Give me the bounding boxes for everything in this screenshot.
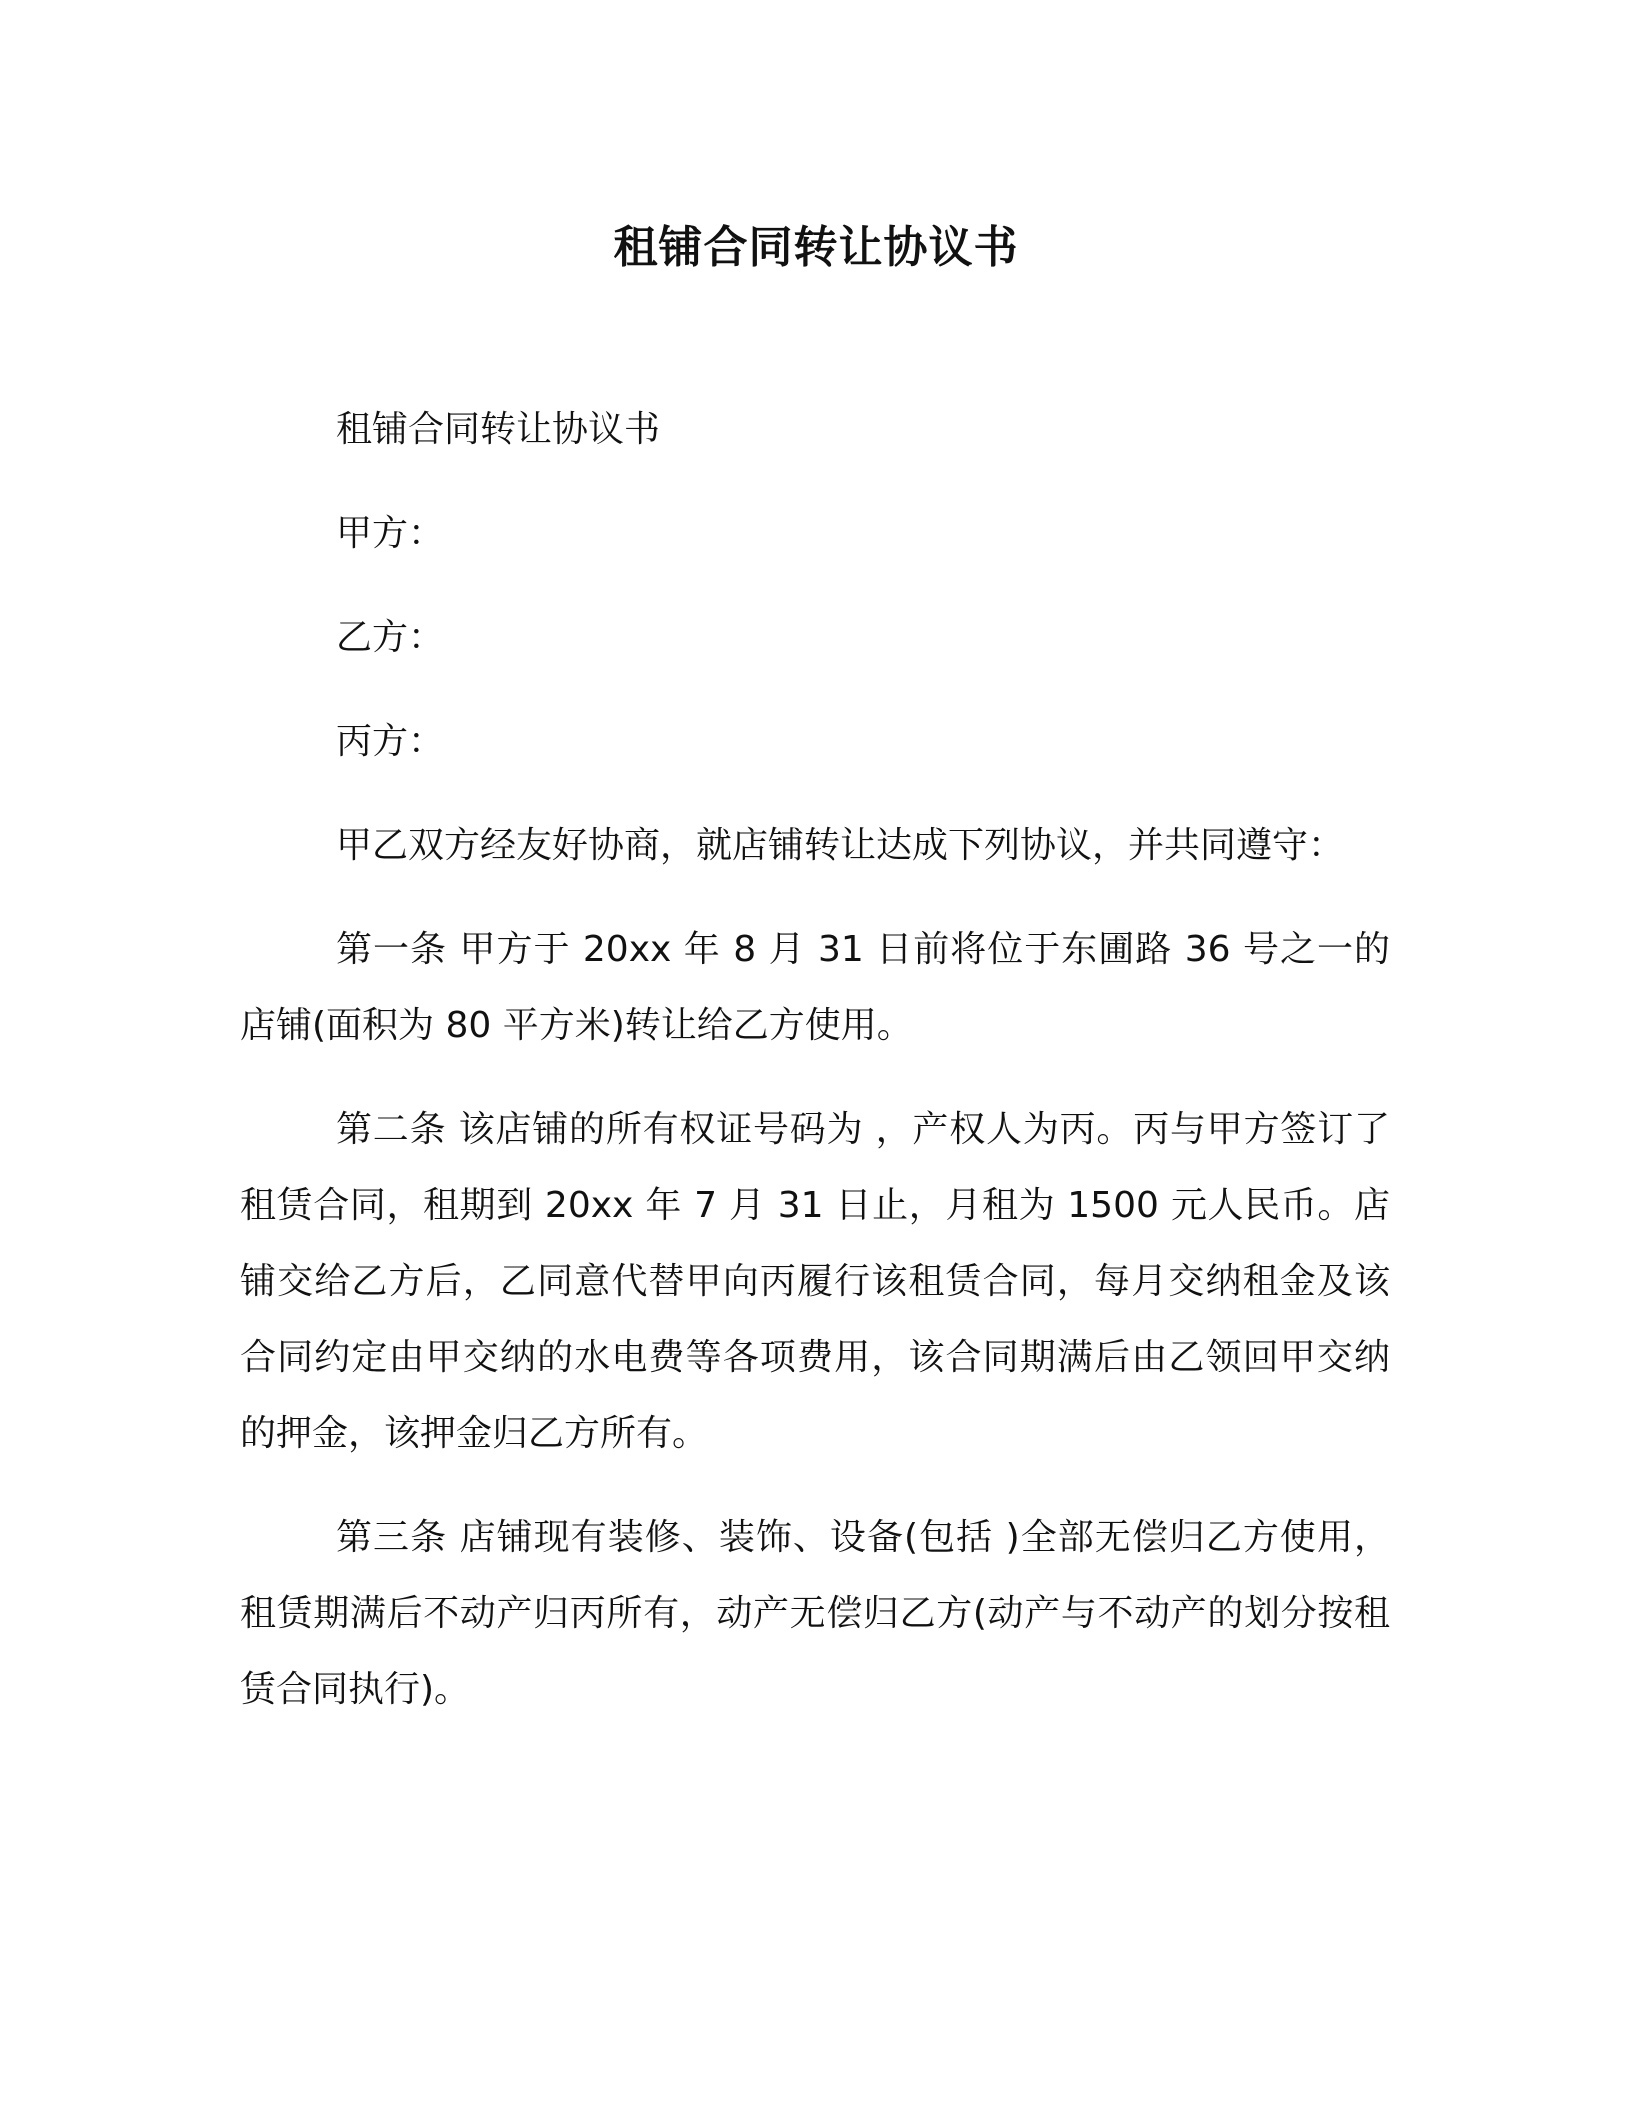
paragraph-article-1: 第一条 甲方于 20xx 年 8 月 31 日前将位于东圃路 36 号之一的店铺(面积为 80 平方米)转让给乙方使用。 [240,929,1390,1046]
paragraph-subtitle: 租铺合同转让协议书 [336,409,661,450]
document-title: 租铺合同转让协议书 [613,222,1019,273]
paragraph-party-a: 甲方： [336,513,445,554]
paragraph-article-3: 第三条 店铺现有装修、装饰、设备(包括 )全部无偿归乙方使用，租赁期满后不动产归丙所有，动产无偿归乙方(动产与不动产的划分按租赁合同执行)。 [240,1517,1390,1710]
document-body [240,392,1390,1756]
paragraph-preamble: 甲乙双方经友好协商，就店铺转让达成下列协议，并共同遵守： [336,825,1345,866]
paragraph-party-c: 丙方： [336,721,445,762]
paragraph-party-b: 乙方： [336,617,445,658]
paragraph-article-2: 第二条 该店铺的所有权证号码为 ，产权人为丙。丙与甲方签订了租赁合同，租期到 20xx 年 7 月 31 日止，月租为 1500 元人民币。店铺交给乙方后，乙同意代替甲向丙履行该租赁合同，每月交纳租金及该合同约定由甲交纳的水电费等各项费用，该合同期满后由乙领回甲交纳的押金，该押金归乙方所有。 [240,1109,1390,1454]
